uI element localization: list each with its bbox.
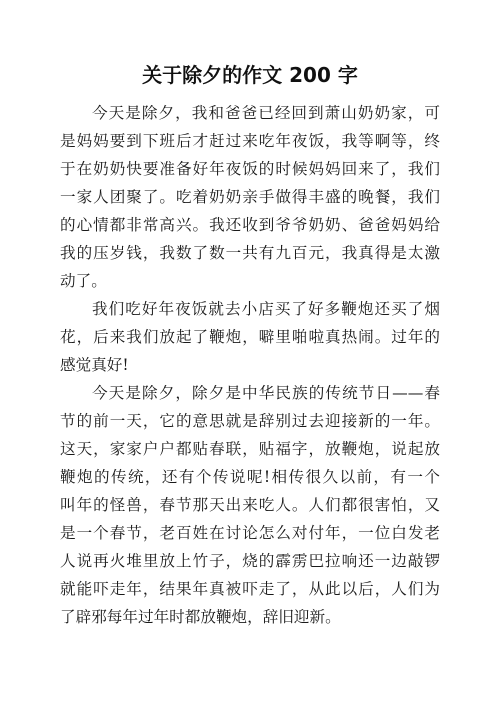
paragraph-line: 一家人团聚了。吃着奶奶亲手做得丰盛的晚餐，我们 bbox=[60, 188, 440, 206]
paragraph-line: 这天，家家户户都贴春联，贴福字，放鞭炮，说起放 bbox=[60, 440, 440, 458]
paragraph-line: 花，后来我们放起了鞭炮，噼里啪啦真热闹。过年的 bbox=[60, 328, 440, 346]
paragraph-line: 鞭炮的传统，还有个传说呢!相传很久以前，有一个 bbox=[60, 468, 440, 486]
paragraph-line: 于在奶奶快要准备好年夜饭的时候妈妈回来了，我们 bbox=[60, 160, 440, 178]
essay-title: 关于除夕的作文 200 字 bbox=[142, 63, 358, 87]
paragraph-line: 我们吃好年夜饭就去小店买了好多鞭炮还买了烟 bbox=[92, 300, 440, 318]
paragraph-line: 是妈妈要到下班后才赶过来吃年夜饭，我等啊等，终 bbox=[60, 132, 440, 150]
paragraph-line: 就能吓走年，结果年真被吓走了，从此以后，人们为 bbox=[60, 580, 440, 598]
paragraph-line: 今天是除夕，除夕是中华民族的传统节日——春 bbox=[92, 384, 440, 402]
essay-body bbox=[60, 99, 440, 631]
paragraph-line: 我的压岁钱，我数了数一共有九百元，我真得是太激 bbox=[60, 244, 440, 262]
paragraph-3 bbox=[60, 379, 440, 631]
paragraph-line: 叫年的怪兽，春节那天出来吃人。人们都很害怕，又 bbox=[60, 496, 440, 514]
paragraph-line: 人说再火堆里放上竹子，烧的霹雳巴拉响还一边敲锣 bbox=[60, 552, 440, 570]
paragraph-line: 是一个春节，老百姓在讨论怎么对付年，一位白发老 bbox=[60, 524, 440, 542]
paragraph-line: 节的前一天，它的意思就是辞别过去迎接新的一年。 bbox=[60, 412, 440, 430]
paragraph-line: 今天是除夕，我和爸爸已经回到萧山奶奶家，可 bbox=[92, 104, 440, 122]
paragraph-line: 感觉真好! bbox=[60, 356, 129, 374]
paragraph-1 bbox=[60, 99, 440, 295]
paragraph-line: 动了。 bbox=[60, 272, 107, 290]
paragraph-2 bbox=[60, 295, 440, 379]
paragraph-line: 的心情都非常高兴。我还收到爷爷奶奶、爸爸妈妈给 bbox=[60, 216, 440, 234]
paragraph-line: 了辟邪每年过年时都放鞭炮，辞旧迎新。 bbox=[60, 608, 341, 626]
